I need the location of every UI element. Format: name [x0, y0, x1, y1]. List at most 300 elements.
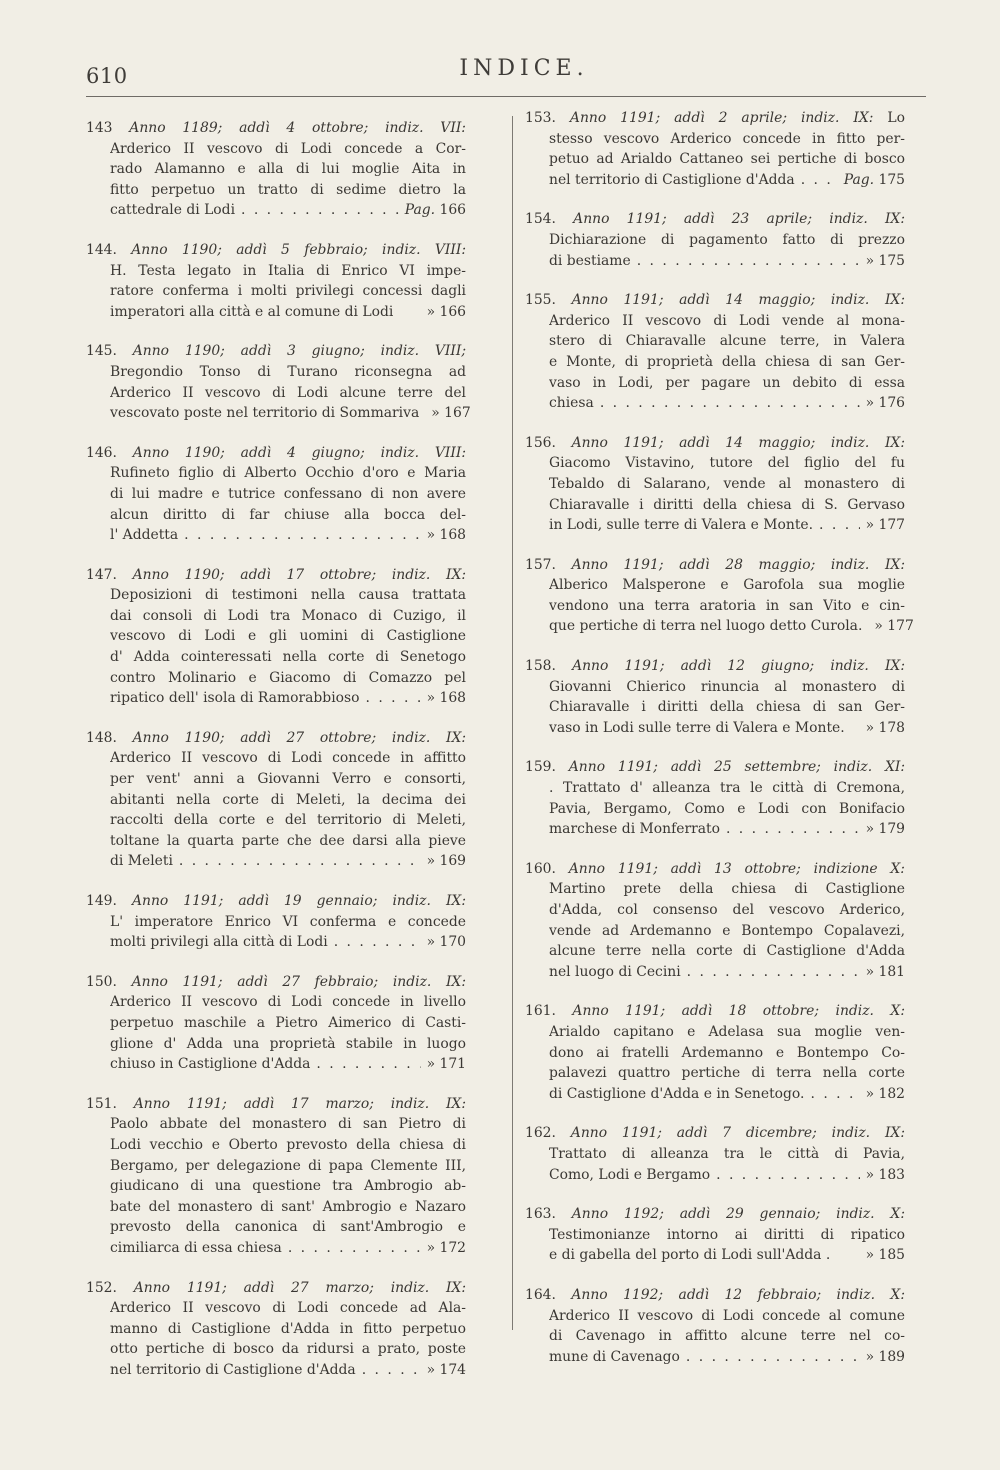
page-prefix: »: [865, 963, 875, 980]
page-ref-number: 183: [878, 1166, 905, 1183]
page-ref-number: 177: [887, 618, 914, 635]
page-prefix: »: [426, 934, 436, 951]
page-prefix: »: [431, 405, 440, 422]
entry-date: Anno 1190; addì 3 giugno; indiz. VIII;: [132, 343, 466, 360]
entry-number: 153.: [525, 110, 556, 126]
entry-last-line: [549, 393, 905, 414]
index-entry: [86, 1278, 466, 1381]
entry-text-line: nel luogo di Cecini: [549, 963, 681, 980]
index-entry: [525, 1204, 905, 1266]
page-ref-number: 175: [878, 171, 905, 188]
page-reference: [427, 932, 466, 953]
entry-last-line: [110, 1360, 466, 1381]
index-entry: [86, 118, 466, 221]
entry-text-line: Chiaravalle i diritti della chiesa di S. Gervaso: [549, 496, 905, 513]
index-entry: [86, 891, 466, 953]
entry-text-line: Chiaravalle i diritti della chiesa di san Ger-: [549, 699, 905, 716]
entry-date: Anno 1190; addì 17 ottobre; indiz. IX:: [132, 566, 466, 583]
page-prefix: Pag.: [404, 202, 436, 219]
entry-text-line: vendono una terra aratoria in san Vito e cin-: [549, 597, 905, 614]
leader-dots: [810, 1084, 859, 1105]
entry-last-line: [549, 1245, 905, 1266]
entry-date: Anno 1191; addì 27 marzo; indiz. IX:: [133, 1279, 466, 1296]
page-reference: [866, 962, 905, 983]
index-entry: [86, 565, 466, 709]
entry-text-line: . Trattato d' alleanza tra le città di Cremona,: [549, 780, 905, 797]
page-prefix: »: [865, 1348, 875, 1365]
entry-heading: [525, 108, 905, 129]
entry-text-line: alcune terre nella corte di Castiglione d'Adda: [549, 943, 905, 960]
entry-heading: [525, 1285, 905, 1306]
entry-text-line: perpetuo maschile a Pietro Aimerico di Casti-: [110, 1014, 466, 1031]
entry-body: [86, 912, 466, 953]
entry-number: 143: [86, 120, 113, 136]
page-reference: [866, 251, 905, 272]
right-column: [525, 108, 914, 1386]
entry-heading: [525, 290, 905, 311]
entry-text-line: di bestiame: [549, 252, 631, 269]
entry-text-line: cattedrale di Lodi: [110, 202, 236, 219]
entry-number: 149.: [86, 893, 117, 909]
index-entry: [86, 240, 466, 322]
index-entry: [86, 341, 471, 423]
page-ref-number: 170: [439, 934, 466, 951]
entry-text-line: ratore conferma i molti privilegi concessi dagli: [110, 283, 466, 300]
page-prefix: Pag.: [843, 171, 875, 188]
entry-heading: [86, 891, 466, 912]
entry-text-line: raccolti della corte e del territorio di Meleti,: [110, 812, 466, 829]
page-prefix: »: [865, 1247, 875, 1264]
entry-text-line: Martino prete della chiesa di Castiglione: [549, 881, 905, 898]
index-entry: [86, 1094, 466, 1259]
leader-dots: [334, 932, 421, 953]
page-prefix: »: [426, 1239, 436, 1256]
entry-text-line: vescovo di Lodi e gli uomini di Castiglione: [110, 628, 466, 645]
index-entry: [525, 656, 905, 738]
entry-text-line: stero di Chiaravalle alcune terre, in Valera: [549, 333, 905, 350]
entry-date: Anno 1191; addì 7 dicembre; indiz. IX:: [570, 1125, 905, 1142]
page-reference: [866, 515, 905, 536]
entry-text-line: e Monte, di proprietà della chiesa di san Ger-: [549, 353, 905, 370]
entry-heading: [525, 859, 905, 880]
leader-dots: [184, 525, 420, 546]
entry-text-line: di lui madre e tutrice confessano di non avere: [110, 485, 466, 502]
index-entry: [525, 108, 905, 190]
entry-last-line: [549, 718, 905, 739]
entry-text-line: molti privilegi alla città di Lodi: [110, 934, 328, 951]
leader-dots: [362, 1360, 421, 1381]
entry-text-line: L' imperatore Enrico VI conferma e concede: [110, 913, 466, 930]
entry-heading: [525, 555, 905, 576]
entry-text-line: Pavia, Bergamo, Como e Lodi con Bonifacio: [549, 800, 905, 817]
entry-heading: [86, 1278, 466, 1299]
entry-heading: [86, 728, 466, 749]
entry-heading: [86, 972, 466, 993]
entry-number: 161.: [525, 1003, 556, 1020]
entry-text-line: vende ad Ardemanno e Bontempo Copalavezi,: [549, 922, 905, 939]
page-reference: [844, 170, 905, 191]
index-entry: [525, 1285, 905, 1367]
entry-last-line: [110, 688, 466, 709]
entry-heading-tail: Lo: [887, 110, 905, 126]
page-ref-number: 176: [878, 395, 905, 412]
entry-number: 154.: [525, 211, 556, 228]
page-title: INDICE.: [459, 56, 589, 81]
entry-text-line: Arderico II vescovo di Lodi alcune terre del: [110, 384, 466, 401]
page-ref-number: 168: [439, 527, 466, 544]
entry-date: Anno 1192; addì 12 febbraio; indiz. X:: [571, 1286, 905, 1303]
entry-text-line: stesso vescovo Arderico concede in fitto per-: [549, 130, 905, 147]
entry-text-line: otto pertiche di bosco da ridursi a prato, poste: [110, 1341, 466, 1358]
entry-text-line: fitto perpetuo un tratto di sedime dietro la: [110, 181, 466, 198]
entry-date: Anno 1192; addì 29 gennaio; indiz. X:: [571, 1206, 905, 1223]
entry-text-line: dai consoli di Lodi tra Monaco di Cuzigo, il: [110, 607, 466, 624]
entry-body: [525, 453, 905, 535]
page-ref-number: 189: [878, 1348, 905, 1365]
entry-last-line: [110, 1054, 466, 1075]
entry-text-line: di Castiglione d'Adda e in Senetogo.: [549, 1085, 805, 1102]
entry-heading: [86, 118, 466, 139]
entry-text-line: petuo ad Arialdo Cattaneo sei pertiche di bosco: [549, 151, 905, 168]
entry-date: Anno 1191; addì 14 maggio; indiz. IX:: [571, 434, 905, 451]
page-ref-number: 166: [439, 303, 466, 320]
page-reference: [866, 1347, 905, 1368]
page-reference: [866, 393, 905, 414]
entry-heading: [525, 656, 905, 677]
entry-number: 156.: [525, 434, 556, 451]
entry-text-line: Rufineto figlio di Alberto Occhio d'oro e Maria: [110, 465, 466, 482]
entry-number: 145.: [86, 343, 117, 360]
page-prefix: »: [426, 527, 436, 544]
entry-last-line: [110, 1238, 466, 1259]
entry-number: 155.: [525, 292, 556, 309]
entry-text-line: d' Adda cointeressati nella corte di Senetogo: [110, 649, 466, 666]
index-entry: [525, 555, 914, 637]
entry-heading: [525, 1204, 905, 1225]
entry-text-line: imperatori alla città e al comune di Lodi: [110, 303, 394, 320]
entry-text-line: cimiliarca di essa chiesa: [110, 1239, 282, 1256]
entry-date: Anno 1191; addì 12 giugno; indiz. IX:: [572, 658, 905, 675]
entry-text-line: rado Alamanno e alla di lui moglie Aita in: [110, 161, 466, 178]
entry-number: 151.: [86, 1095, 117, 1112]
index-entry: [86, 728, 466, 872]
page-number: 610: [86, 64, 128, 88]
entry-body: [86, 261, 466, 323]
entry-body: [525, 778, 905, 840]
entry-date: Anno 1191; addì 2 aprile; indiz. IX:: [569, 110, 874, 126]
entry-text-line: palavezi quattro pertiche di terra nella corte: [549, 1065, 905, 1082]
page-reference: [874, 616, 913, 637]
page-prefix: »: [426, 303, 436, 320]
entry-date: Anno 1190; addì 5 febbraio; indiz. VIII:: [131, 241, 466, 258]
entry-last-line: [549, 1084, 905, 1105]
entry-text-line: alcun diritto di far chiuse alla bocca del-: [110, 506, 466, 523]
page-ref-number: 177: [878, 517, 905, 534]
page-prefix: »: [865, 252, 875, 269]
index-entry: [525, 757, 905, 839]
entry-body: [86, 362, 471, 424]
column-divider: [512, 116, 513, 1330]
entry-body: [86, 585, 466, 709]
entry-number: 160.: [525, 860, 556, 877]
entry-text-line: Arderico II vescovo di Lodi concede in livello: [110, 994, 466, 1011]
leader-dots: [726, 819, 860, 840]
entry-text-line: mune di Cavenago: [549, 1348, 680, 1365]
entry-number: 150.: [86, 973, 117, 990]
page-prefix: »: [426, 1056, 436, 1073]
page-prefix: »: [874, 618, 883, 635]
page-reference: [866, 1084, 905, 1105]
entry-body: [525, 879, 905, 982]
entry-heading: [525, 1123, 905, 1144]
page-ref-number: 175: [878, 252, 905, 269]
leader-dots: [819, 515, 860, 536]
leader-dots: [687, 962, 860, 983]
page-ref-number: 168: [439, 690, 466, 707]
entry-heading: [86, 1094, 466, 1115]
index-entry: [86, 972, 466, 1075]
entry-text-line: manno di Castiglione d'Adda in fitto perpetuo: [110, 1320, 466, 1337]
page-reference: [866, 1245, 905, 1266]
entry-text-line: prevosto della canonica di sant'Ambrogio e: [110, 1219, 466, 1236]
page-ref-number: 182: [878, 1085, 905, 1102]
entry-text-line: Bregondio Tonso di Turano riconsegna ad: [110, 363, 466, 380]
entry-text-line: giudicano di una questione tra Ambrogio ab-: [110, 1178, 466, 1195]
entry-text-line: abitanti nella corte di Meleti, la decima dei: [110, 791, 466, 808]
entry-text-line: per vent' anni a Giovanni Verro e consorti,: [110, 771, 466, 788]
leader-dots: [288, 1238, 421, 1259]
entry-text-line: toltane la quarta parte che dee darsi alla pieve: [110, 832, 466, 849]
leader-dots: [316, 1054, 420, 1075]
entry-body: [86, 992, 466, 1074]
entry-last-line: [110, 403, 471, 424]
entry-text-line: vaso in Lodi, per pagare un debito di essa: [549, 374, 905, 391]
entry-heading: [86, 240, 466, 261]
entry-last-line: [549, 819, 905, 840]
entry-text-line: nel territorio di Castiglione d'Adda: [549, 171, 795, 188]
index-entry: [525, 209, 905, 271]
entry-date: Anno 1189; addì 4 ottobre; indiz. VII:: [129, 120, 466, 136]
entry-heading: [525, 1001, 905, 1022]
page-ref-number: 185: [878, 1247, 905, 1264]
index-entry: [525, 1001, 905, 1104]
entry-heading: [86, 443, 466, 464]
page-reference: [866, 718, 905, 739]
entry-text-line: Arderico II vescovo di Lodi concede ad Ala-: [110, 1300, 466, 1317]
entry-text-line: di Meleti: [110, 853, 173, 870]
page-ref-number: 166: [439, 202, 466, 219]
entry-date: Anno 1191; addì 14 maggio; indiz. IX:: [571, 292, 905, 309]
entry-body: [525, 1022, 905, 1104]
entry-number: 144.: [86, 241, 117, 258]
entry-body: [525, 677, 905, 739]
entry-number: 158.: [525, 658, 556, 675]
entry-text-line: Paolo abbate del monastero di san Pietro di: [110, 1116, 466, 1133]
entry-heading: [525, 209, 905, 230]
index-entry: [525, 1123, 905, 1185]
page-reference: [866, 1165, 905, 1186]
page-reference: [427, 1054, 466, 1075]
page-reference: [427, 688, 466, 709]
entry-text-line: chiesa: [549, 395, 594, 412]
entry-text-line: Como, Lodi e Bergamo: [549, 1166, 711, 1183]
entry-body: [86, 748, 466, 872]
page-ref-number: 167: [444, 405, 471, 422]
entry-number: 164.: [525, 1286, 556, 1303]
entry-body: [525, 230, 905, 271]
entry-text-line: Arderico II vescovo di Lodi vende al mona-: [549, 312, 905, 329]
entry-last-line: [110, 525, 466, 546]
entry-number: 159.: [525, 759, 556, 776]
page-reference: [431, 403, 470, 424]
page-prefix: »: [426, 853, 436, 870]
entry-text-line: Trattato di alleanza tra le città di Pavia,: [549, 1145, 905, 1162]
entry-text-line: Bergamo, per delegazione di papa Clemente III,: [110, 1157, 466, 1174]
entry-last-line: [549, 170, 905, 191]
entry-heading: [525, 433, 905, 454]
entry-text-line: Arialdo capitano e Adelasa sua moglie ven-: [549, 1023, 905, 1040]
index-entry: [525, 290, 905, 414]
entry-date: Anno 1190; addì 27 ottobre; indiz. IX:: [132, 729, 466, 746]
entry-body: [525, 575, 914, 637]
entry-text-line: dono ai fratelli Ardemanno e Bontempo Co-: [549, 1044, 905, 1061]
entry-date: Anno 1191; addì 25 settembre; indiz. XI:: [568, 759, 905, 776]
header-rule: [86, 96, 926, 97]
entry-number: 147.: [86, 566, 117, 583]
page-prefix: »: [426, 1361, 436, 1378]
entry-text-line: e di gabella del porto di Lodi sull'Adda .: [549, 1247, 831, 1264]
entry-number: 152.: [86, 1279, 117, 1296]
page-prefix: »: [865, 719, 875, 736]
leader-dots: [366, 688, 421, 709]
entry-last-line: [549, 515, 905, 536]
entry-body: [525, 1144, 905, 1185]
entry-text-line: in Lodi, sulle terre di Valera e Monte.: [549, 517, 814, 534]
entry-number: 148.: [86, 729, 117, 746]
entry-number: 157.: [525, 556, 556, 573]
entry-heading: [525, 757, 905, 778]
entry-body: [525, 1306, 905, 1368]
page-ref-number: 179: [878, 821, 905, 838]
entry-last-line: [110, 851, 466, 872]
entry-text-line: Lodi vecchio e Oberto prevosto della chiesa di: [110, 1136, 466, 1153]
entry-number: 162.: [525, 1125, 556, 1142]
leader-dots: [716, 1165, 859, 1186]
entry-body: [525, 1225, 905, 1266]
index-entry: [525, 433, 905, 536]
entry-text-line: Testimonianze intorno ai diritti di ripatico: [549, 1226, 905, 1243]
entry-last-line: [549, 616, 914, 637]
entry-body: [86, 463, 466, 545]
entry-last-line: [110, 932, 466, 953]
leader-dots: [801, 170, 838, 191]
page-reference: [427, 1360, 466, 1381]
entry-text-line: contro Molinario e Giacomo di Comazzo pel: [110, 669, 466, 686]
entry-text-line: Tebaldo di Salarano, vende al monastero di: [549, 475, 905, 492]
entry-date: Anno 1191; addì 13 ottobre; indizione X:: [568, 860, 905, 877]
entry-date: Anno 1191; addì 28 maggio; indiz. IX:: [571, 556, 905, 573]
entry-text-line: Giovanni Chierico rinuncia al monastero di: [549, 678, 905, 695]
entry-text-line: chiuso in Castiglione d'Adda: [110, 1056, 311, 1073]
entry-body: [86, 1114, 466, 1258]
entry-last-line: [549, 1347, 905, 1368]
entry-text-line: di Cavenago in affitto alcune terre nel co-: [549, 1328, 905, 1345]
page-reference: [427, 851, 466, 872]
entry-last-line: [549, 251, 905, 272]
leader-dots: [179, 851, 421, 872]
entry-text-line: Arderico II vescovo di Lodi concede in affitto: [110, 750, 466, 767]
entry-date: Anno 1191; addì 18 ottobre; indiz. X:: [572, 1003, 905, 1020]
page-ref-number: 172: [439, 1239, 466, 1256]
entry-text-line: marchese di Monferrato: [549, 821, 720, 838]
page-prefix: »: [865, 1166, 875, 1183]
page-reference: [427, 525, 466, 546]
entry-number: 146.: [86, 444, 117, 461]
leader-dots: [600, 393, 860, 414]
entry-text-line: que pertiche di terra nel luogo detto Curola.: [549, 618, 863, 635]
entry-body: [86, 1298, 466, 1380]
entry-heading: [86, 565, 466, 586]
entry-text-line: Arderico II vescovo di Lodi concede a Cor-: [110, 140, 466, 157]
entry-last-line: [549, 1165, 905, 1186]
entry-date: Anno 1191; addì 19 gennaio; indiz. IX:: [131, 893, 466, 909]
entry-date: Anno 1191; addì 17 marzo; indiz. IX:: [133, 1095, 466, 1112]
entry-text-line: bate del monastero di sant' Ambrogio e Nazaro: [110, 1198, 466, 1215]
entry-last-line: [110, 200, 466, 221]
entry-date: Anno 1191; addì 27 febbraio; indiz. IX:: [131, 973, 466, 990]
entry-text-line: l' Addetta: [110, 527, 179, 544]
entry-last-line: [110, 302, 466, 323]
page-reference: [405, 200, 466, 221]
entry-text-line: vescovato poste nel territorio di Sommariva: [110, 405, 420, 422]
entry-text-line: vaso in Lodi sulle terre di Valera e Monte.: [549, 719, 845, 736]
entry-last-line: [549, 962, 905, 983]
entry-text-line: Deposizioni di testimoni nella causa trattata: [110, 587, 466, 604]
entry-text-line: Giacomo Vistavino, tutore del figlio del fu: [549, 455, 905, 472]
leader-dots: [241, 200, 399, 221]
page-prefix: »: [865, 517, 875, 534]
entry-text-line: Arderico II vescovo di Lodi concede al comune: [549, 1307, 905, 1324]
page-reference: [866, 819, 905, 840]
entry-text-line: ripatico dell' isola di Ramorabbioso: [110, 690, 360, 707]
page-prefix: »: [865, 1085, 875, 1102]
page-prefix: »: [865, 821, 875, 838]
entry-date: Anno 1191; addì 23 aprile; indiz. IX:: [573, 211, 905, 228]
page-ref-number: 178: [878, 719, 905, 736]
index-entry: [86, 443, 466, 546]
index-entry: [525, 859, 905, 983]
entry-text-line: H. Testa legato in Italia di Enrico VI impe-: [110, 262, 466, 279]
entry-date: Anno 1190; addì 4 giugno; indiz. VIII:: [132, 444, 466, 461]
leader-dots: [637, 251, 860, 272]
entry-text-line: d'Adda, col consenso del vescovo Arderico,: [549, 902, 905, 918]
entry-body: [525, 311, 905, 414]
page-reference: [427, 302, 466, 323]
entry-text-line: nel territorio di Castiglione d'Adda: [110, 1361, 356, 1378]
entry-number: 163.: [525, 1206, 556, 1223]
leader-dots: [686, 1347, 860, 1368]
page-prefix: »: [426, 690, 436, 707]
page-ref-number: 169: [439, 853, 466, 870]
entry-text-line: Dichiarazione di pagamento fatto di prezzo: [549, 231, 905, 248]
entry-heading: [86, 341, 466, 362]
page-ref-number: 174: [439, 1361, 466, 1378]
entry-text-line: Alberico Malsperone e Garofola sua moglie: [549, 577, 905, 594]
left-column: [86, 118, 471, 1399]
entry-text-line: glione d' Adda una proprietà stabile in luogo: [110, 1035, 466, 1052]
entry-body: [525, 129, 905, 191]
page-reference: [427, 1238, 466, 1259]
